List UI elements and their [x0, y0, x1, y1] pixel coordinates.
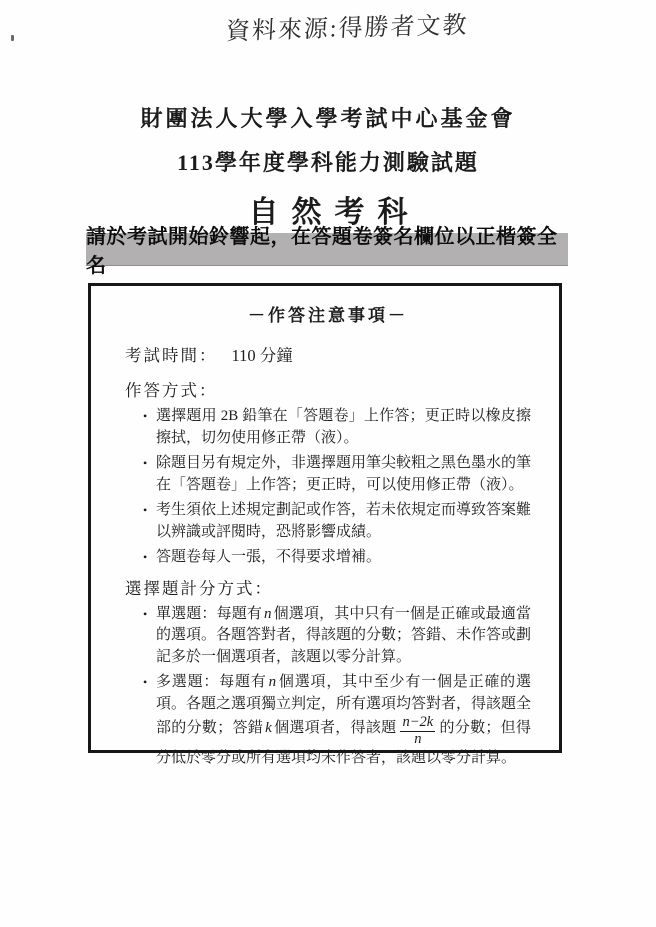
exam-time-label: 考試時間： [125, 346, 218, 365]
math-variable-n: n [264, 605, 272, 622]
bullet-icon: • [143, 675, 148, 689]
score-fraction [400, 715, 435, 748]
list-item-text: 除題目另有規定外，非選擇題用筆尖較粗之黑色墨水的筆在「答題卷」上作答；更正時，可以使用修正帶（液）。 [156, 455, 532, 493]
text-segment: 單選題：每題有 [156, 605, 263, 622]
handwritten-source-note: 資料來源:得勝者文教 [225, 12, 470, 46]
bullet-icon: • [143, 409, 148, 423]
bullet-icon: • [143, 503, 148, 517]
list-item-text: 選擇題用 2B 鉛筆在「答題卷」上作答；更正時以橡皮擦擦拭，切勿使用修正帶（液）。 [156, 408, 531, 446]
single-choice-rule [143, 604, 531, 669]
fraction-denominator: n [414, 730, 422, 747]
multi-choice-rule [143, 672, 531, 769]
exam-title: 113學年度學科能力測驗試題 [177, 150, 479, 175]
math-variable-n: n [268, 674, 277, 690]
fraction-numerator: n−2k [402, 714, 434, 730]
multi-choice-text [156, 672, 531, 769]
bullet-icon: • [143, 550, 148, 564]
answer-method-list [125, 406, 531, 569]
bullet-icon: • [143, 456, 148, 470]
list-item-text: 答題卷每人一張，不得要求增補。 [156, 549, 382, 565]
list-item [143, 547, 531, 569]
text-segment: 個選項者，得該題 [273, 719, 397, 736]
answering-notes-box [88, 283, 562, 766]
exam-time-value: 110 分鐘 [231, 346, 293, 365]
scoring-list [125, 604, 531, 770]
text-segment: 個選項，其中只有一個是正確或最適當的選項。各題答對者，得該題的分數；答錯、未作答或劃記多於一個選項者，該題以零分計算。 [156, 605, 532, 665]
list-item-text: 考生須依上述規定劃記或作答，若未依規定而導致答案難以辨識或評閱時，恐將影響成績。 [156, 502, 532, 540]
text-segment: 多選題：每題有 [156, 674, 267, 690]
notes-box-title: －作答注意事項－ [248, 306, 408, 325]
organization-name: 財團法人大學入學考試中心基金會 [140, 106, 516, 131]
bullet-icon: • [143, 606, 148, 621]
list-item [143, 500, 531, 543]
single-choice-text [156, 604, 531, 669]
answer-method-heading: 作答方式： [125, 381, 218, 400]
signature-instruction-banner: 請於考試開始鈴響起，在答題卷簽名欄位以正楷簽全名 [86, 233, 568, 265]
text-segment: 的分數；但得分低於零分或所有選項均未作答者，該題以零分計算。 [156, 719, 531, 766]
list-item [143, 453, 531, 496]
math-variable-k: k [265, 719, 272, 736]
exam-time-row [125, 342, 531, 366]
text-segment: 個選項，其中至少有一個是正確的選項。各題之選項獨立判定，所有選項均答對者，得該題全部的分數；答錯 [156, 674, 532, 736]
title-block [0, 102, 656, 231]
list-item [143, 406, 531, 449]
subject-title: 自然考科 [248, 196, 421, 229]
scoring-heading: 選擇題計分方式： [125, 578, 273, 598]
scan-artifact-speck [11, 35, 14, 41]
